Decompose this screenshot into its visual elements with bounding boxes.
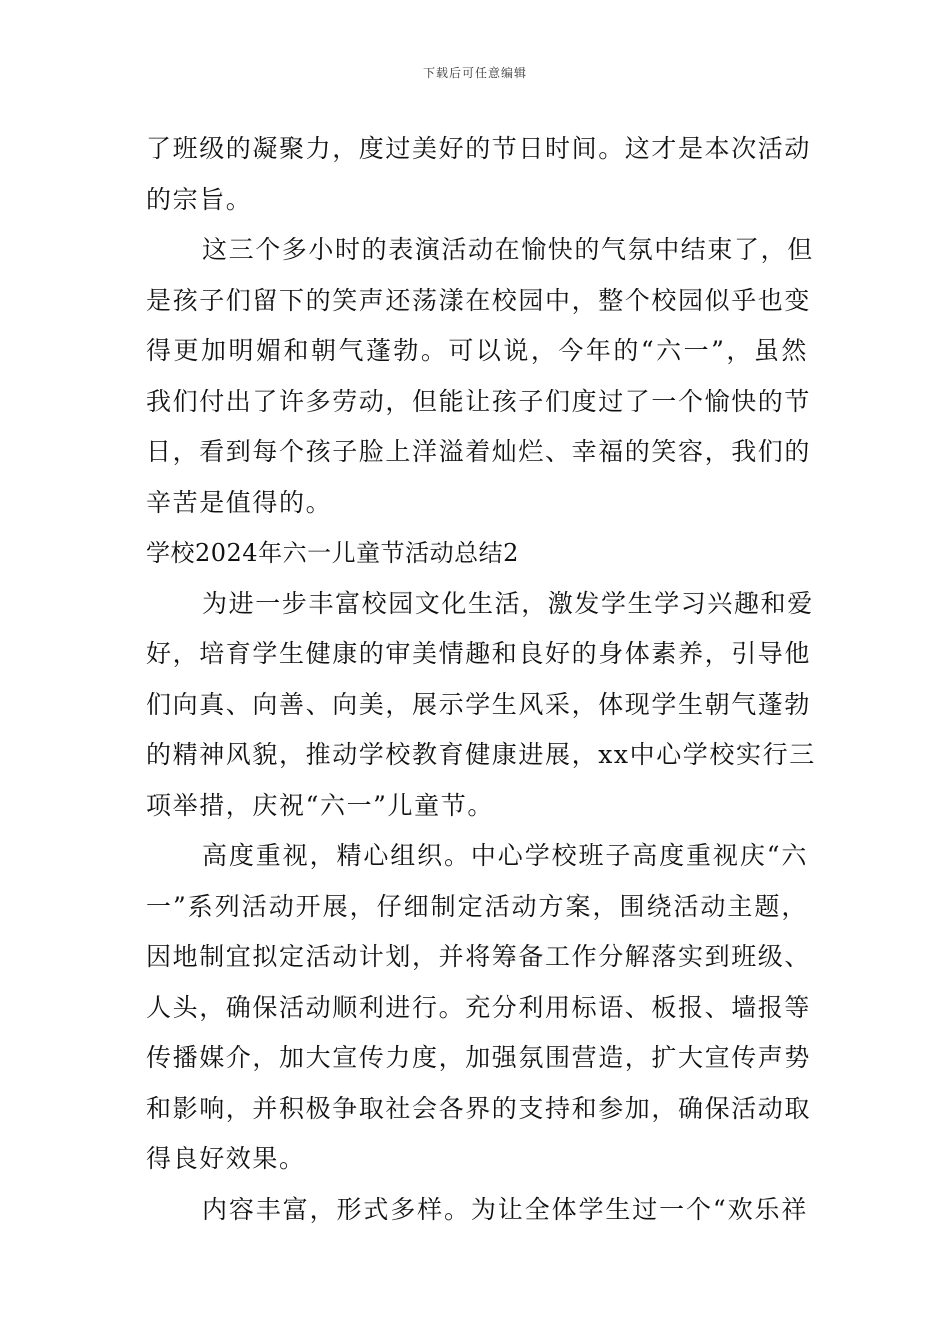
text-line: 是孩子们留下的笑声还荡漾在校园中，整个校园似乎也变 [146,285,812,315]
text-line: 为进一步丰富校园文化生活，激发学生学习兴趣和爱 [202,588,814,618]
page-header: 下载后可任意编辑 [422,66,527,80]
text-line: 们向真、向善、向美，展示学生风采，体现学生朝气蓬勃 [146,689,812,719]
text-line: 项举措，庆祝“六一”儿童节。 [146,790,494,820]
text-line: 的精神风貌，推动学校教育健康进展，xx中心学校实行三 [146,740,816,769]
text-line: 我们付出了许多劳动，但能让孩子们度过了一个愉快的节 [146,386,812,416]
text-line: 辛苦是值得的。 [146,487,333,517]
text-line: 人头，确保活动顺利进行。充分利用标语、板报、墙报等 [146,992,812,1022]
text-line: 传播媒介，加大宣传力度，加强氛围营造，扩大宣传声势 [146,1043,812,1072]
text-line: 得良好效果。 [146,1144,306,1173]
text-line: 和影响，并积极争取社会各界的支持和参加，确保活动取 [146,1093,812,1123]
text-line: 好，培育学生健康的审美情趣和良好的身体素养，引导他 [146,639,812,668]
text-line: 的宗旨。 [146,184,253,214]
text-line: 日，看到每个孩子脸上洋溢着灿烂、幸福的笑容，我们的 [146,437,812,466]
document-body [146,124,816,1235]
text-line: 高度重视，精心组织。中心学校班子高度重视庆“六 [202,841,808,870]
text-line: 因地制宜拟定活动计划，并将筹备工作分解落实到班级、 [146,942,812,971]
text-line: 一”系列活动开展，仔细制定活动方案，围绕活动主题， [146,891,808,921]
text-line: 这三个多小时的表演活动在愉快的气氛中结束了，但 [202,235,814,264]
section-heading: 学校2024年六一儿童节活动总结2 [146,539,519,567]
text-line: 得更加明媚和朝气蓬勃。可以说，今年的“六一”，虽然 [146,336,808,365]
text-line: 内容丰富，形式多样。为让全体学生过一个“欢乐祥 [202,1194,808,1224]
text-line: 了班级的凝聚力，度过美好的节日时间。这才是本次活动 [146,134,812,163]
